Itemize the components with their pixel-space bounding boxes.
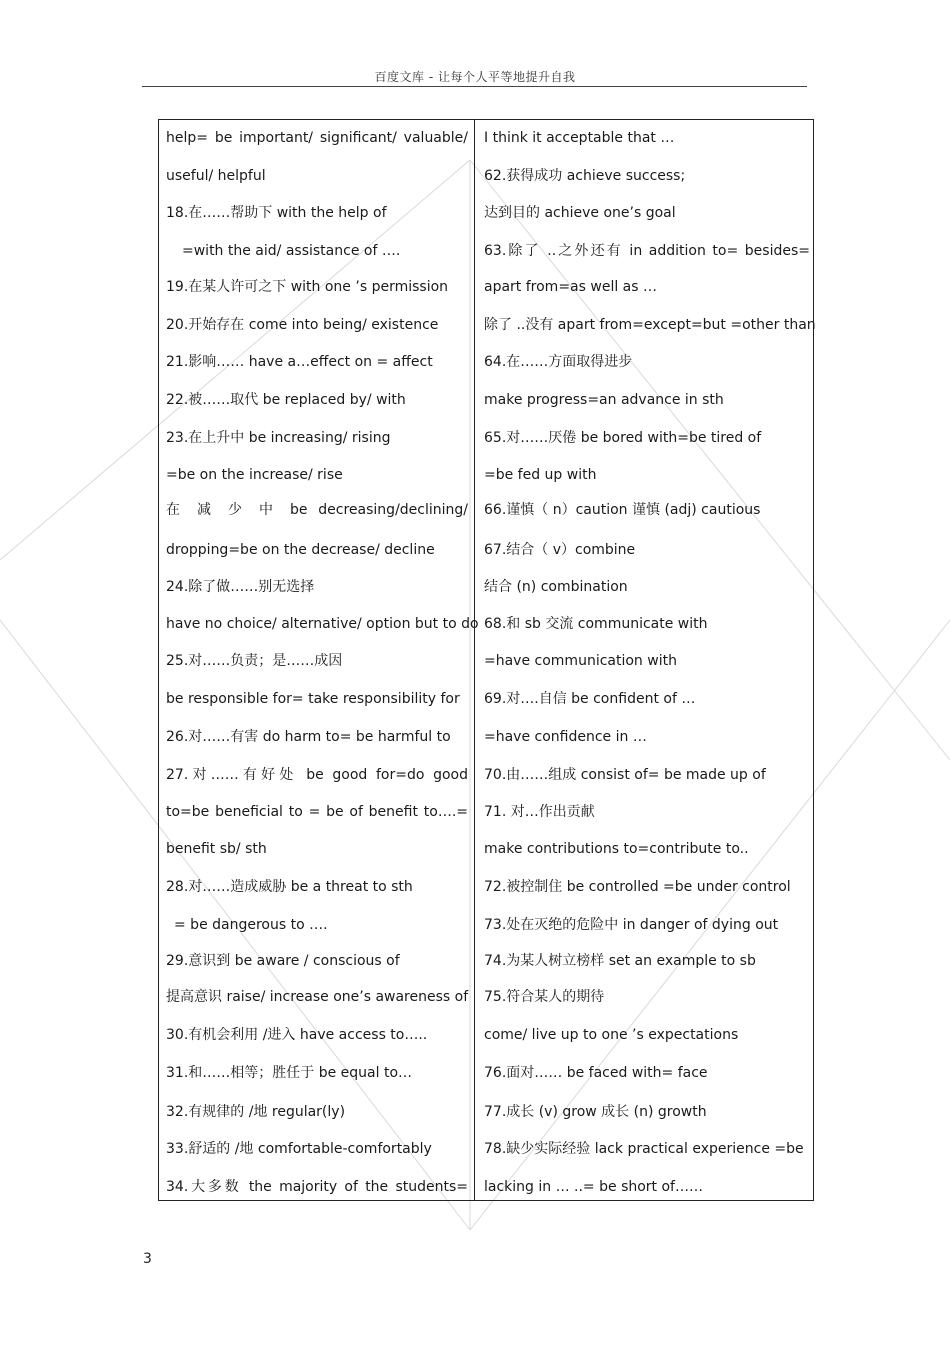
right-phrase-line: 68.和 sb 交流 communicate with [484, 616, 708, 632]
right-phrase-line: 70.由……组成 consist of= be made up of [484, 767, 766, 783]
left-phrase-line: 提高意识 raise/ increase one’s awareness of [166, 989, 469, 1005]
right-phrase-line: 75.符合某人的期待 [484, 989, 605, 1005]
left-phrase-line: 22.被……取代 be replaced by/ with [166, 392, 406, 408]
right-phrase-line: 除了 ..没有 apart from=except=but =other than [484, 317, 816, 333]
left-phrase-line: 27.对……有好处 be good for=do good [166, 767, 468, 783]
left-phrase-line: 21.影响…… have a…effect on = affect [166, 354, 433, 370]
left-phrase-line: 31.和……相等；胜任于 be equal to… [166, 1065, 413, 1081]
left-phrase-line: =with the aid/ assistance of …. [182, 243, 401, 259]
left-phrase-line: 23.在上升中 be increasing/ rising [166, 430, 391, 446]
right-phrase-line: make contributions to=contribute to.. [484, 841, 749, 857]
right-phrase-line: =have confidence in … [484, 729, 647, 745]
right-phrase-line: 63.除了 ..之外还有 in addition to= besides= [484, 243, 810, 259]
right-phrase-line: make progress=an advance in sth [484, 392, 724, 408]
left-phrase-line: 19.在某人许可之下 with one ’s permission [166, 279, 449, 295]
page-header: 百度文库 - 让每个人平等地提升自我 [374, 70, 576, 84]
left-phrase-line: 30.有机会利用 /进入 have access to….. [166, 1027, 428, 1043]
right-phrase-line: 74.为某人树立榜样 set an example to sb [484, 953, 756, 969]
right-column [484, 120, 816, 1200]
right-phrase-line: 73.处在灭绝的危险中 in danger of dying out [484, 917, 779, 933]
left-phrase-line: 24.除了做……别无选择 [166, 579, 315, 595]
right-phrase-line: 76.面对…… be faced with= face [484, 1065, 708, 1081]
right-phrase-line: lacking in … ..= be short of…… [484, 1179, 703, 1195]
left-phrase-line: 28.对……造成威胁 be a threat to sth [166, 879, 413, 895]
right-phrase-line: 66.谨慎（ n）caution 谨慎 (adj) cautious [484, 502, 761, 518]
column-divider [474, 120, 475, 1200]
left-phrase-line: help= be important/ significant/ valuable/ [166, 130, 468, 146]
phrase-table [158, 119, 814, 1201]
right-phrase-line: 达到目的 achieve one’s goal [484, 205, 676, 221]
right-phrase-line: 64.在……方面取得进步 [484, 354, 633, 370]
left-phrase-line: =be on the increase/ rise [166, 467, 343, 483]
left-phrase-line: 33.舒适的 /地 comfortable-comfortably [166, 1141, 432, 1157]
left-phrase-line: 32.有规律的 /地 regular(ly) [166, 1104, 346, 1120]
right-phrase-line: 62.获得成功 achieve success; [484, 168, 686, 184]
left-column [166, 120, 479, 1200]
right-phrase-line: =be fed up with [484, 467, 597, 483]
left-phrase-line: 18.在……帮助下 with the help of [166, 205, 387, 221]
left-phrase-line: benefit sb/ sth [166, 841, 267, 857]
left-phrase-line: 在 减 少 中 be decreasing/declining/ [166, 502, 468, 518]
left-phrase-line: dropping=be on the decrease/ decline [166, 542, 435, 558]
page-number: 3 [143, 1251, 152, 1267]
left-phrase-line: to=be beneficial to = be of benefit to….= [166, 804, 468, 820]
right-phrase-line: =have communication with [484, 653, 677, 669]
left-phrase-line: 25.对……负责；是……成因 [166, 653, 343, 669]
right-phrase-line: apart from=as well as … [484, 279, 657, 295]
right-phrase-line: 77.成长 (v) grow 成长 (n) growth [484, 1104, 707, 1120]
left-phrase-line: 26.对……有害 do harm to= be harmful to [166, 729, 451, 745]
left-phrase-line: 34.大多数 the majority of the students= [166, 1179, 468, 1195]
right-phrase-line: I think it acceptable that … [484, 130, 675, 146]
left-phrase-line: 20.开始存在 come into being/ existence [166, 317, 439, 333]
left-phrase-line: 29.意识到 be aware / conscious of [166, 953, 400, 969]
left-phrase-line: useful/ helpful [166, 168, 266, 184]
right-phrase-line: come/ live up to one ’s expectations [484, 1027, 739, 1043]
left-phrase-line: be responsible for= take responsibility for [166, 691, 460, 707]
right-phrase-line: 65.对……厌倦 be bored with=be tired of [484, 430, 762, 446]
right-phrase-line: 67.结合（ v）combine [484, 542, 636, 558]
left-phrase-line: = be dangerous to …. [174, 917, 328, 933]
left-phrase-line: have no choice/ alternative/ option but to do [166, 616, 479, 632]
right-phrase-line: 69.对….自信 be confident of … [484, 691, 696, 707]
right-phrase-line: 结合 (n) combination [484, 579, 628, 595]
right-phrase-line: 78.缺少实际经验 lack practical experience =be [484, 1141, 804, 1157]
header-rule [142, 86, 807, 87]
right-phrase-line: 71. 对…作出贡献 [484, 804, 595, 820]
right-phrase-line: 72.被控制住 be controlled =be under control [484, 879, 791, 895]
